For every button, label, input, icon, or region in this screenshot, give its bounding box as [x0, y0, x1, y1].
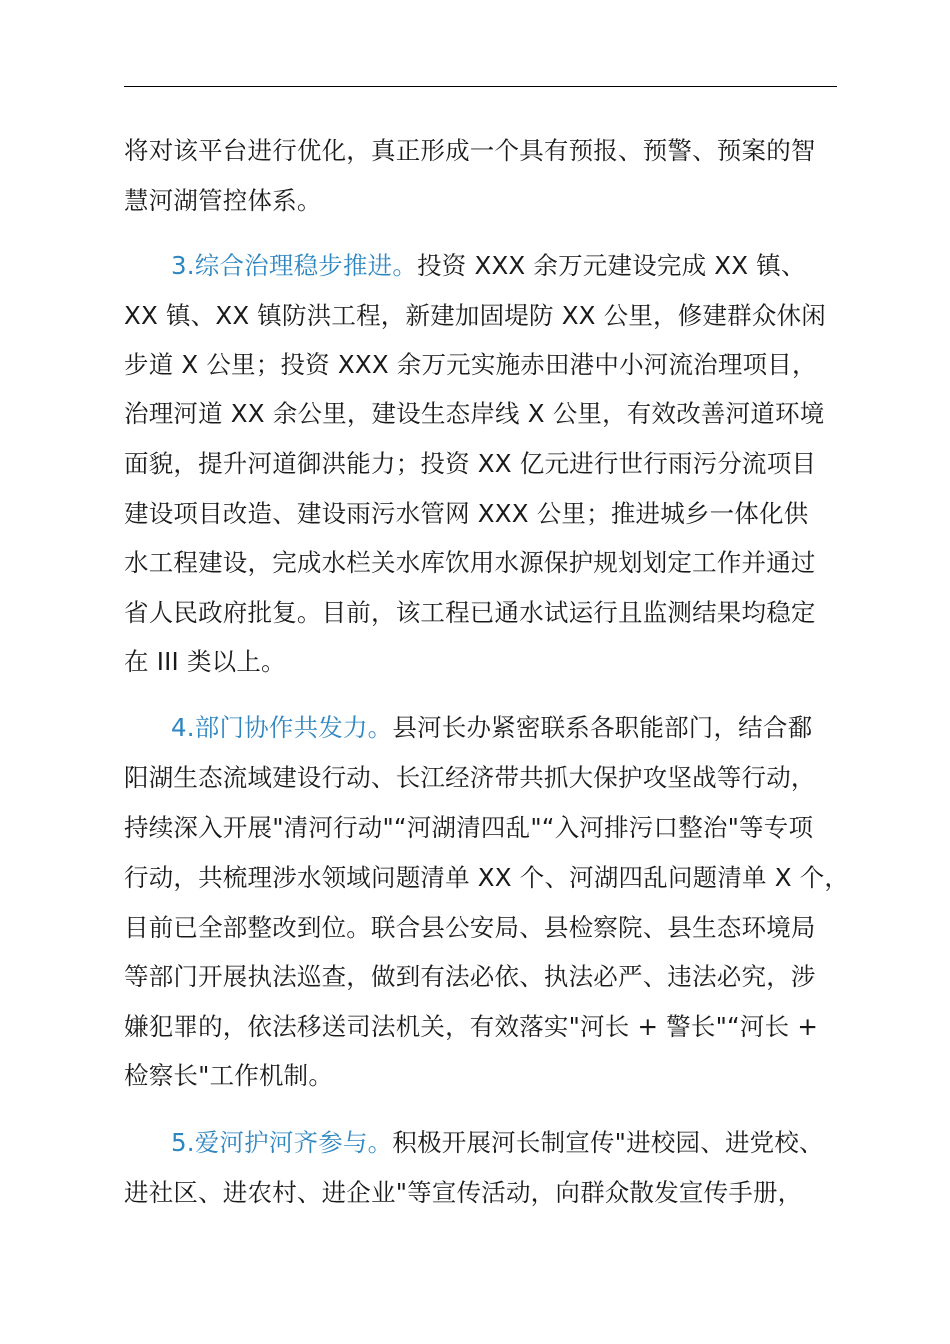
text-line: 目前已全部整改到位。联合县公安局、县检察院、县生态环境局 — [124, 913, 816, 942]
section-heading: 3.综合治理稳步推进。 — [171, 251, 418, 280]
text-line: 进社区、进农村、进企业"等宣传活动，向群众散发宣传手册， — [124, 1178, 803, 1207]
text-line: 行动，共梳理涉水领域问题清单 XX 个、河湖四乱问题清单 X 个， — [124, 863, 850, 892]
text-line: 嫌犯罪的，依法移送司法机关，有效落实"河长 + 警长"“河长 + — [124, 1012, 819, 1041]
paragraph-first-line — [171, 249, 911, 283]
text-line: 等部门开展执法巡查，做到有法必依、执法必严、违法必究，涉 — [124, 962, 816, 991]
text-line: 将对该平台进行优化，真正形成一个具有预报、预警、预案的智 — [124, 136, 816, 165]
section-heading: 4.部门协作共发力。 — [171, 713, 393, 742]
paragraph-first-line — [171, 711, 911, 745]
section-heading: 5.爱河护河齐参与。 — [171, 1128, 393, 1157]
text-line: 面貌，提升河道御洪能力；投资 XX 亿元进行世行雨污分流项目 — [124, 449, 817, 478]
text-line: 水工程建设，完成水栏关水库饮用水源保护规划划定工作并通过 — [124, 548, 816, 577]
text-line: 省人民政府批复。目前，该工程已通水试运行且监测结果均稳定 — [124, 598, 816, 627]
text-run: 积极开展河长制宣传"进校园、进党校、 — [392, 1128, 824, 1157]
text-line: 检察长"工作机制。 — [124, 1061, 334, 1090]
text-line: 阳湖生态流域建设行动、长江经济带共抓大保护攻坚战等行动， — [124, 763, 816, 792]
text-line: 治理河道 XX 余公里，建设生态岸线 X 公里，有效改善河道环境 — [124, 399, 825, 428]
text-line: XX 镇、XX 镇防洪工程，新建加固堤防 XX 公里，修建群众休闲 — [124, 301, 826, 330]
text-line: 在 III 类以上。 — [124, 647, 286, 676]
header-rule — [124, 86, 837, 87]
text-run: 县河长办紧密联系各职能部门，结合鄱 — [392, 713, 813, 742]
text-line: 建设项目改造、建设雨污水管网 XXX 公里；推进城乡一体化供 — [124, 499, 809, 528]
text-line: 慧河湖管控体系。 — [124, 186, 322, 215]
text-line: 持续深入开展"清河行动"“河湖清四乱"“入河排污口整治"等专项 — [124, 813, 814, 842]
text-run: 投资 XXX 余万元建设完成 XX 镇、 — [417, 251, 806, 280]
text-line: 步道 X 公里；投资 XXX 余万元实施赤田港中小河流治理项目， — [124, 350, 817, 379]
paragraph-first-line — [171, 1126, 911, 1160]
